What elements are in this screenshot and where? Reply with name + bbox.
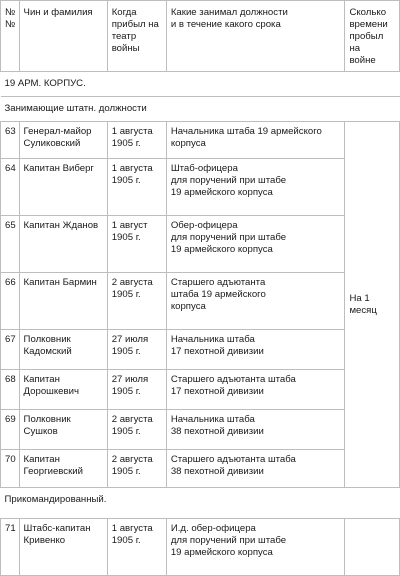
row-name: Генерал-майор Суликовский — [19, 122, 107, 159]
row-num: 70 — [1, 450, 20, 488]
row-name: Капитан Георгиевский — [19, 450, 107, 488]
table-row — [1, 273, 400, 330]
row-num: 67 — [1, 330, 20, 370]
table-row — [1, 330, 400, 370]
table-row — [1, 410, 400, 450]
row-name: Капитан Дорошкевич — [19, 370, 107, 410]
row-name: Капитан Бармин — [19, 273, 107, 330]
table-row — [1, 450, 400, 488]
row-arrived: 1 августа 1905 г. — [107, 122, 166, 159]
row-num: 68 — [1, 370, 20, 410]
row-name: Капитан Виберг — [19, 159, 107, 216]
table-row — [1, 519, 400, 576]
row-arrived: 1 августа 1905 г. — [107, 519, 166, 576]
row-position: Старшего адъютанта штаба 19 армейского корпуса — [166, 273, 345, 330]
row-arrived: 27 июля 1905 г. — [107, 330, 166, 370]
row-arrived: 2 августа 1905 г. — [107, 450, 166, 488]
section-row-attached — [1, 488, 400, 519]
row-name: Полковник Сушков — [19, 410, 107, 450]
row-position: Начальника штаба 19 армейского корпуса — [166, 122, 345, 159]
row-arrived: 2 августа 1905 г. — [107, 273, 166, 330]
header-duration: Сколько времени пробыл на войне — [345, 1, 400, 72]
row-name: Штабс-капитан Кривенко — [19, 519, 107, 576]
row-position: Начальника штаба 17 пехотной дивизии — [166, 330, 345, 370]
row-arrived: 1 август 1905 г. — [107, 216, 166, 273]
row-position: И.д. обер-офицера для поручений при штабе 19 армейского корпуса — [166, 519, 345, 576]
row-position: Начальника штаба 38 пехотной дивизии — [166, 410, 345, 450]
row-position: Старшего адъютанта штаба 38 пехотной дивизии — [166, 450, 345, 488]
table-row — [1, 216, 400, 273]
row-duration-empty — [345, 519, 400, 576]
row-position: Старшего адъютанта штаба 17 пехотной дивизии — [166, 370, 345, 410]
header-name: Чин и фамилия — [19, 1, 107, 72]
section-row-corps — [1, 72, 400, 97]
section-row-staff — [1, 97, 400, 122]
header-num: №№ — [1, 1, 20, 72]
table-row — [1, 122, 400, 159]
row-num: 65 — [1, 216, 20, 273]
row-num: 64 — [1, 159, 20, 216]
section-corps: 19 АРМ. КОРПУС. — [1, 72, 400, 97]
section-staff: Занимающие штатн. должности — [1, 97, 400, 122]
header-position: Какие занимал должности и в течение какого срока — [166, 1, 345, 72]
row-arrived: 2 августа 1905 г. — [107, 410, 166, 450]
duration-cell: На 1 месяц — [345, 122, 400, 488]
section-attached: Прикомандированный. — [1, 488, 400, 519]
row-position: Штаб-офицера для поручений при штабе 19 армейского корпуса — [166, 159, 345, 216]
row-num: 66 — [1, 273, 20, 330]
header-arrived: Когда прибыл на театр войны — [107, 1, 166, 72]
row-position: Обер-офицера для поручений при штабе 19 армейского корпуса — [166, 216, 345, 273]
row-num: 69 — [1, 410, 20, 450]
row-name: Полковник Кадомский — [19, 330, 107, 370]
table-row — [1, 159, 400, 216]
row-num: 63 — [1, 122, 20, 159]
table-header-row — [1, 1, 400, 72]
table-row — [1, 370, 400, 410]
row-num: 71 — [1, 519, 20, 576]
row-arrived: 27 июля 1905 г. — [107, 370, 166, 410]
row-arrived: 1 августа 1905 г. — [107, 159, 166, 216]
row-name: Капитан Жданов — [19, 216, 107, 273]
